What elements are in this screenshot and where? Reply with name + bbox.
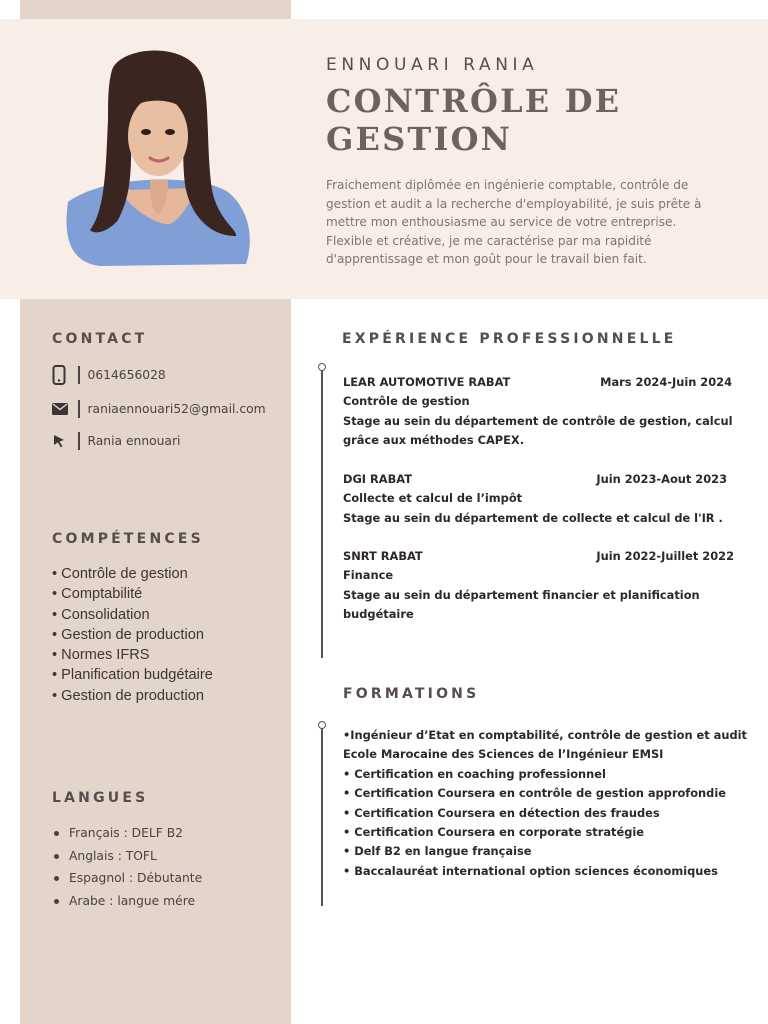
language-item: Espagnol : Débutante [54,867,202,890]
formation-item: • Certification Coursera en contrôle de gestion approfondie [343,786,726,801]
formation-item: • Baccalauréat international option sciences économiques [343,863,718,878]
experience-timeline [321,370,323,658]
job-description: Stage au sein du département financier et planification budgétaire [343,587,700,622]
profile-photo [60,40,256,268]
formation-item: Ecole Marocaine des Sciences de l’Ingénieur EMSI [343,747,664,762]
skill-item: • Gestion de production [52,687,204,704]
skill-item: • Contrôle de gestion [52,566,188,582]
contact-linkedin-row [52,431,180,451]
language-item: Français : DELF B2 [54,822,202,845]
email-address[interactable]: raniaennouari52@gmail.com [87,402,266,416]
experience-title: EXPÉRIENCE PROFESSIONNELLE [342,331,677,347]
contact-title: CONTACT [52,331,148,347]
skills-list [52,564,213,706]
skill-item: • Normes IFRS [52,647,150,664]
job-entry [343,373,738,451]
candidate-name: ENNOUARI RANIA [326,55,539,75]
formation-item: • Certification en coaching professionnel [343,766,606,781]
job-position: Collecte et calcul de l’impôt [343,491,523,506]
separator [78,432,80,450]
formation-item: • Certification Coursera en détection des fraudes [343,805,660,820]
formations-list [343,726,753,881]
job-position: Finance [343,568,394,583]
language-item: Arabe : langue mére [54,890,202,913]
profile-summary: Fraichement diplômée en ingénierie comptable, contrôle de gestion et audit a la recherche d'employabilité, je suis prête à mettre mon enthousiasme au service de votre entreprise. Flexible et créative, je me caractérise par ma rapidité d'apprentissage et mon goût pour le travail bien fait. [326,178,702,267]
skill-item: • Comptabilité [52,586,143,603]
job-description: Stage au sein du département de collecte et calcul de l'IR . [343,510,723,525]
skill-item: • Consolidation [52,606,150,623]
job-dates: Mars 2024-Juin 2024 [600,375,732,389]
contact-phone-row [52,365,166,385]
separator [78,366,80,384]
phone-number[interactable]: 0614656028 [87,368,166,382]
phone-icon [52,365,72,385]
job-dates: Juin 2022-Juillet 2022 [596,549,734,563]
skill-item: • Planification budgétaire [52,667,213,684]
job-description: Stage au sein du département de contrôle de gestion, calcul grâce aux méthodes CAPEX. [343,413,733,448]
job-title: CONTRÔLE DE GESTION [326,82,622,158]
linkedin-name[interactable]: Rania ennouari [87,434,181,448]
skill-item: • Gestion de production [52,626,204,643]
formation-item: • Delf B2 en langue française [343,844,532,859]
job-company: SNRT RABAT [343,549,423,563]
job-entry [343,547,738,625]
formation-item: • Certification Coursera en corporate stratégie [343,825,645,840]
job-dates: Juin 2023-Aout 2023 [596,472,727,486]
languages-list [54,822,202,913]
skills-title: COMPÉTENCES [52,531,204,547]
job-position: Contrôle de gestion [343,394,470,409]
language-item: Anglais : TOFL [54,845,202,868]
formations-timeline [321,728,323,906]
mail-icon [52,399,72,419]
formation-item: •Ingénieur d’Etat en comptabilité, contrôle de gestion et audit [343,728,747,742]
job-entry [343,470,738,528]
cursor-icon [52,431,72,451]
formations-title: FORMATIONS [343,686,480,702]
job-company: DGI RABAT [343,472,412,486]
separator [78,400,80,418]
languages-title: LANGUES [52,790,149,806]
job-company: LEAR AUTOMOTIVE RABAT [343,375,511,389]
contact-email-row [52,399,266,419]
